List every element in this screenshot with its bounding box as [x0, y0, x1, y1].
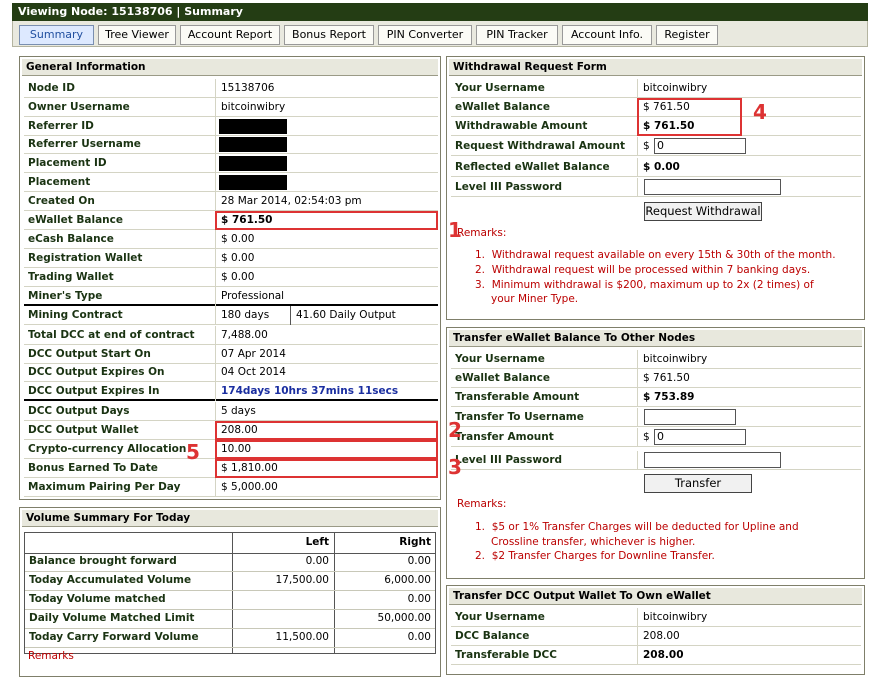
general-row-value: 208.00 [221, 424, 258, 436]
transfer-row-label: Transfer To Username [451, 408, 638, 427]
transfer-remarks-title: Remarks: [457, 498, 507, 510]
general-row-label: DCC Output Expires On [24, 363, 216, 382]
volume-table [24, 532, 436, 654]
general-row-value: $ 0.00 [221, 252, 255, 264]
redacted-block [219, 175, 287, 190]
volume-row-right: 0.00 [407, 555, 431, 567]
general-row-value: $ 5,000.00 [221, 481, 278, 493]
withdrawal-remark-2: 2. Withdrawal request will be processed within 7 banking days. [475, 264, 811, 276]
general-row [24, 287, 438, 306]
annotation-3: 3 [448, 455, 462, 479]
general-row-value: 180 days [217, 306, 291, 325]
general-row [24, 345, 438, 364]
annotation-box-crypto [215, 440, 438, 459]
transfer-row-value: $ 761.50 [643, 372, 690, 384]
volume-row-label: Today Accumulated Volume [29, 574, 192, 586]
volume-row-label: Daily Volume Matched Limit [29, 612, 195, 624]
withdraw-row-label: Your Username [451, 79, 638, 98]
annotation-box-ewallet [215, 211, 438, 230]
dcc-row-label: Transferable DCC [451, 646, 638, 665]
general-row-label: Referrer Username [24, 135, 216, 154]
volume-row-right: 0.00 [407, 593, 431, 605]
dcc-row-label: DCC Balance [451, 627, 638, 646]
volume-row-label: Today Volume matched [29, 593, 166, 605]
withdraw-row-label: Withdrawable Amount [451, 117, 638, 136]
transfer-row-value: $ 753.89 [643, 391, 695, 403]
annotation-2: 2 [448, 418, 462, 442]
volume-summary-title: Volume Summary For Today [22, 510, 438, 527]
annotation-box-withdraw [637, 98, 742, 136]
annotation-5: 5 [186, 440, 200, 464]
dcc-row-value: 208.00 [643, 630, 680, 642]
general-row [24, 382, 438, 401]
general-row-value: 07 Apr 2014 [221, 348, 286, 360]
withdrawal-remark-1: 1. Withdrawal request available on every 15th & 30th of the month. [475, 249, 836, 261]
transfer-password-input[interactable] [644, 452, 781, 468]
tab-pin-tracker[interactable]: PIN Tracker [476, 25, 558, 45]
general-row-value: 15138706 [221, 82, 275, 94]
window-title-bar [12, 3, 868, 21]
withdraw-row [451, 158, 861, 177]
general-row-label: DCC Output Expires In [24, 382, 216, 401]
volume-col-left: Left [305, 536, 329, 548]
transfer-button[interactable]: Transfer [644, 474, 752, 493]
general-row-value: 04 Oct 2014 [221, 366, 286, 378]
withdrawal-remark-3-cont: your Miner Type. [491, 293, 579, 305]
transfer-remark-2: 2. $2 Transfer Charges for Downline Transfer. [475, 550, 715, 562]
general-row-label: eWallet Balance [24, 211, 216, 230]
transfer-row-label: eWallet Balance [451, 369, 638, 388]
general-row-label: Placement ID [24, 154, 216, 173]
volume-row-left [235, 609, 329, 628]
general-row-value: $ 0.00 [221, 233, 255, 245]
volume-row-right: 50,000.00 [377, 612, 431, 624]
tab-summary[interactable]: Summary [19, 25, 94, 45]
tab-bar [12, 21, 868, 47]
general-row-label: Placement [24, 173, 216, 192]
volume-row-left: 0.00 [305, 555, 329, 567]
withdraw-row-label: Request Withdrawal Amount [451, 137, 638, 156]
volume-row-right: 6,000.00 [384, 574, 431, 586]
general-info-title: General Information [22, 59, 438, 76]
general-row-value: 174days 10hrs 37mins 11secs [221, 385, 399, 397]
general-row [24, 363, 438, 382]
withdraw-row-label: Level III Password [451, 178, 638, 197]
general-row-value: Professional [221, 290, 285, 302]
transfer-row [451, 369, 861, 388]
general-row-value: 28 Mar 2014, 02:54:03 pm [221, 195, 362, 207]
general-row-value: 5 days [221, 405, 256, 417]
volume-row-left: 17,500.00 [275, 574, 329, 586]
transfer-row-label: Transfer Amount [451, 428, 638, 447]
dcc-transfer-panel [446, 585, 865, 675]
general-row-value: 10.00 [221, 443, 252, 455]
volume-row-label: Today Carry Forward Volume [29, 631, 199, 643]
transfer-row [451, 388, 861, 407]
tab-register[interactable]: Register [656, 25, 718, 45]
general-row-value [217, 154, 437, 173]
general-row-value: bitcoinwibry [221, 101, 286, 113]
redacted-block [219, 156, 287, 171]
general-row [24, 79, 438, 98]
general-row-label: Owner Username [24, 98, 216, 117]
general-row-label: DCC Output Days [24, 402, 216, 421]
tab-tree-viewer[interactable]: Tree Viewer [98, 25, 176, 45]
general-row-value: $ 1,810.00 [221, 462, 278, 474]
general-row-value: $ 0.00 [221, 271, 255, 283]
tab-pin-converter[interactable]: PIN Converter [378, 25, 472, 45]
general-row [24, 154, 438, 173]
tab-bonus-report[interactable]: Bonus Report [284, 25, 374, 45]
general-row-label: Bonus Earned To Date [24, 459, 216, 478]
withdrawal-remark-3: 3. Minimum withdrawal is $200, maximum up to 2x (2 times) of [475, 279, 814, 291]
redacted-block [219, 119, 287, 134]
withdraw-row [451, 178, 861, 197]
withdraw-row-value: bitcoinwibry [643, 82, 708, 94]
transfer-title: Transfer eWallet Balance To Other Nodes [449, 330, 862, 347]
withdrawal-panel [446, 56, 865, 320]
general-row-label: Trading Wallet [24, 268, 216, 287]
transfer-remark-1-cont: Crossline transfer, whichever is higher. [491, 536, 696, 548]
general-row-label: Total DCC at end of contract [24, 326, 216, 345]
transfer-row-value: bitcoinwibry [643, 353, 708, 365]
currency-symbol: $ [643, 140, 650, 152]
withdrawal-remarks-title: Remarks: [457, 227, 507, 239]
general-row [24, 326, 438, 345]
window-title: Viewing Node: 15138706 | Summary [18, 5, 243, 18]
transfer-row [451, 451, 861, 470]
dcc-row-value: bitcoinwibry [643, 611, 708, 623]
withdraw-row [451, 137, 861, 156]
dcc-row-value: 208.00 [643, 649, 684, 661]
general-row [24, 192, 438, 211]
transfer-row [451, 350, 861, 369]
transfer-row-label: Level III Password [451, 451, 638, 470]
volume-row-label: Balance brought forward [29, 555, 177, 567]
request-withdrawal-button[interactable]: Request Withdrawal [644, 202, 762, 221]
annotation-box-dcc-wallet [215, 421, 438, 440]
general-row-value [217, 117, 437, 136]
volume-remarks: Remarks [28, 650, 74, 662]
withdraw-row-label: Reflected eWallet Balance [451, 158, 638, 177]
general-row-label: Miner's Type [24, 287, 216, 306]
dcc-row [451, 627, 861, 646]
general-row [24, 117, 438, 136]
general-row-label: DCC Output Wallet [24, 421, 216, 440]
withdraw-row-label: eWallet Balance [451, 98, 638, 117]
general-row [24, 402, 438, 421]
volume-summary-panel [19, 507, 441, 677]
general-row-label: Node ID [24, 79, 216, 98]
withdraw-row-value: $ 761.50 [643, 120, 695, 132]
transfer-amount-input[interactable]: 0 [654, 429, 746, 445]
tab-account-report[interactable]: Account Report [180, 25, 280, 45]
withdrawal-amount-input[interactable]: 0 [654, 138, 746, 154]
general-row [24, 230, 438, 249]
general-row-value: 7,488.00 [221, 329, 268, 341]
general-row-label: Crypto-currency Allocation [24, 440, 216, 459]
transfer-row-label: Your Username [451, 350, 638, 369]
currency-symbol: $ [643, 431, 650, 443]
withdrawal-title: Withdrawal Request Form [449, 59, 862, 76]
volume-row-right: 0.00 [407, 631, 431, 643]
general-row [24, 98, 438, 117]
withdrawal-password-input[interactable] [644, 179, 781, 195]
volume-col-right: Right [399, 536, 431, 548]
general-row-label: Mining Contract [24, 306, 216, 325]
annotation-1: 1 [448, 218, 462, 242]
transfer-remark-1: 1. $5 or 1% Transfer Charges will be deducted for Upline and [475, 521, 799, 533]
volume-row-left: 11,500.00 [275, 631, 329, 643]
annotation-box-bonus [215, 459, 438, 478]
dcc-row [451, 646, 861, 665]
dcc-row-label: Your Username [451, 608, 638, 627]
transfer-panel [446, 327, 865, 579]
general-row-label: Referrer ID [24, 117, 216, 136]
tab-account-info[interactable]: Account Info. [562, 25, 652, 45]
general-row [24, 173, 438, 192]
redacted-block [219, 137, 287, 152]
volume-row-left [235, 590, 329, 609]
general-row-value [217, 135, 437, 154]
general-row-value: $ 761.50 [221, 214, 273, 226]
general-row [24, 478, 438, 497]
general-row-label: Maximum Pairing Per Day [24, 478, 216, 497]
general-row-value [217, 173, 437, 192]
general-row [24, 249, 438, 268]
general-row-label: Created On [24, 192, 216, 211]
general-row-label: DCC Output Start On [24, 345, 216, 364]
general-row [24, 306, 438, 325]
transfer-row-label: Transferable Amount [451, 388, 638, 407]
withdraw-row-value: $ 0.00 [643, 161, 680, 173]
withdraw-row [451, 79, 861, 98]
general-row-value2: 41.60 Daily Output [296, 309, 396, 321]
transfer-username-input[interactable] [644, 409, 736, 425]
dcc-row [451, 608, 861, 627]
general-row [24, 135, 438, 154]
dcc-transfer-title: Transfer DCC Output Wallet To Own eWallet [449, 588, 862, 605]
withdraw-row-value: $ 761.50 [643, 101, 690, 113]
annotation-4: 4 [753, 100, 767, 124]
transfer-row [451, 408, 861, 427]
general-row-label: eCash Balance [24, 230, 216, 249]
transfer-row [451, 428, 861, 447]
general-row [24, 268, 438, 287]
general-row-label: Registration Wallet [24, 249, 216, 268]
